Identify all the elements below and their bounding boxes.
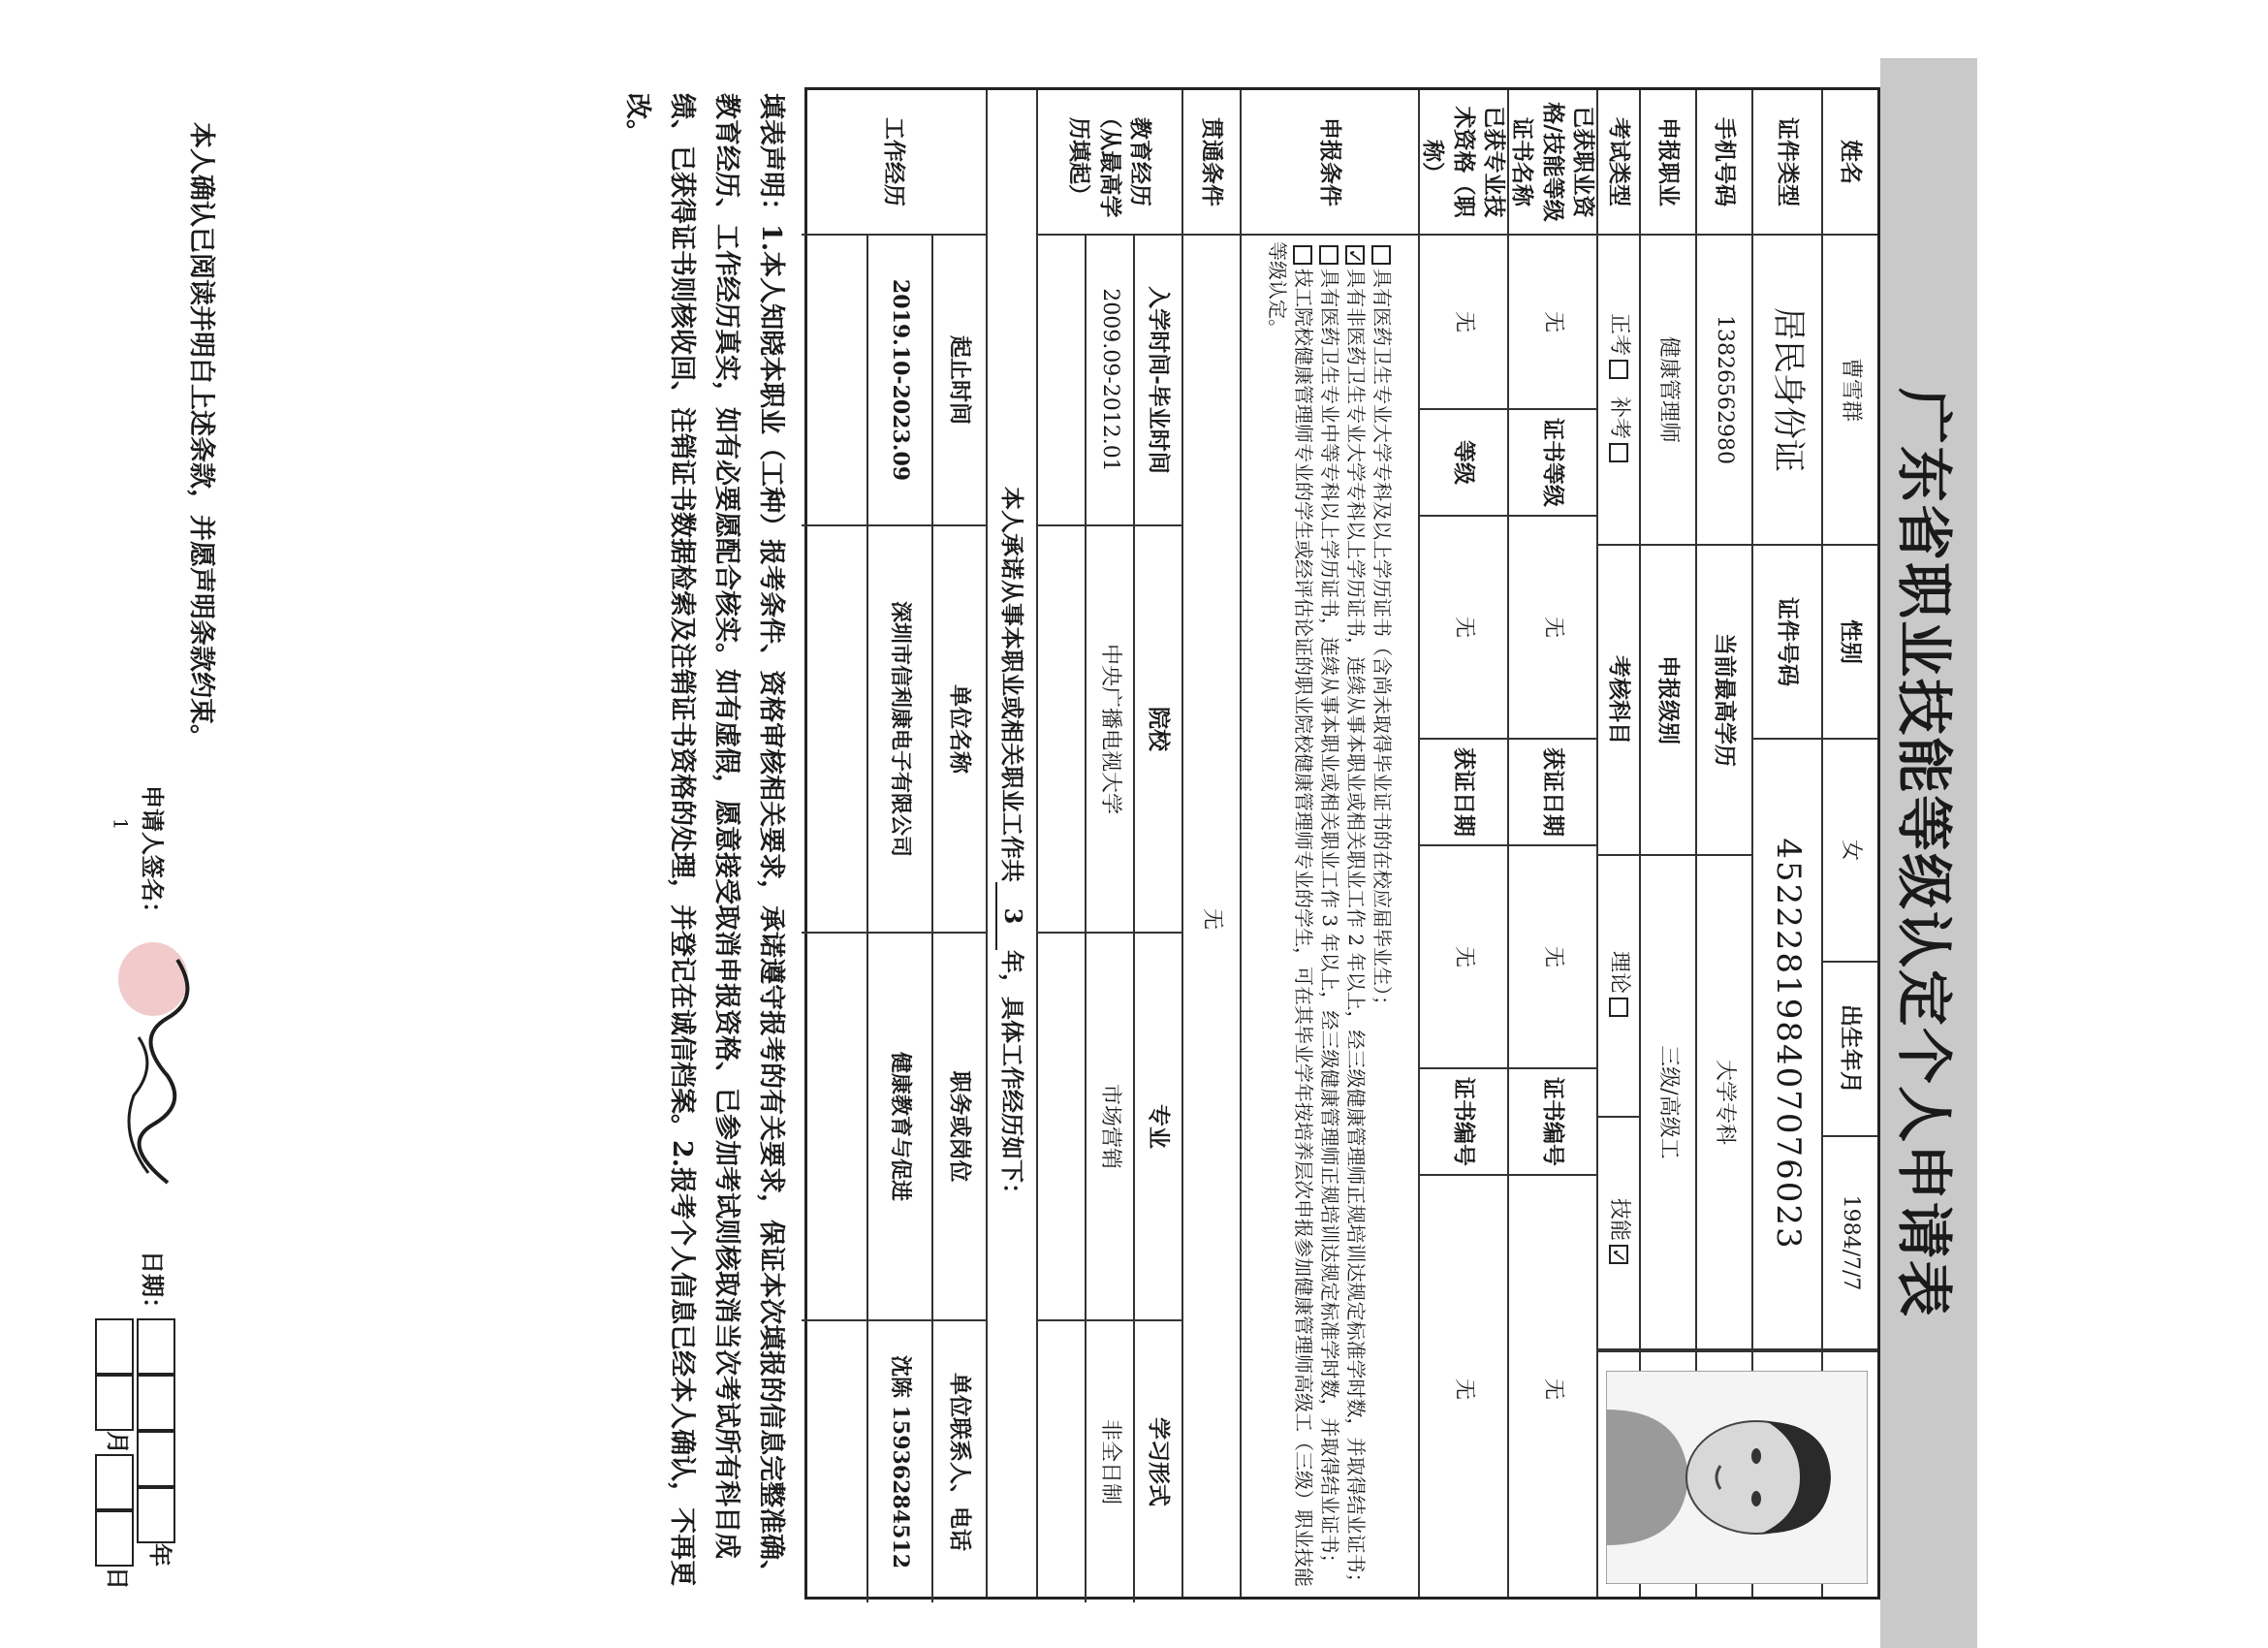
work-commit: 本人承诺从事本职业或相关职业工作共 3 年，具体工作经历如下：	[988, 90, 1036, 1602]
apply-conditions-list	[1242, 236, 1418, 1602]
field-cert-name: 无	[1509, 236, 1596, 410]
edu-table	[1038, 236, 1181, 1602]
year-unit: 年	[146, 1543, 174, 1567]
work-header-company: 单位名称	[933, 526, 986, 934]
label-exam-type: 考试类型	[1598, 90, 1639, 236]
work-years: 3	[995, 882, 1028, 950]
edu-row-1	[1085, 236, 1133, 1602]
work-header-row	[931, 236, 986, 1602]
condition-1[interactable]: 具有医药卫生专业大学专科及以上学历证书（含尚未取得毕业证书的在校应届毕业生）；	[1370, 241, 1396, 1015]
label-exam-subject: 考核科目	[1598, 546, 1639, 856]
work-company	[802, 526, 866, 934]
label-tech-title: 已获专业技术资格（职称）	[1420, 90, 1507, 236]
field-cert-date: 无	[1509, 846, 1596, 1069]
checkbox-theory[interactable]	[1609, 998, 1628, 1017]
field-id-type: 居民身份证	[1753, 236, 1821, 546]
exam-subject-theory[interactable]: 理论	[1598, 856, 1639, 1118]
work-row-1	[866, 236, 931, 1602]
work-row-2	[802, 236, 866, 1602]
day-unit: 日	[104, 1567, 133, 1590]
edu-period	[1036, 236, 1085, 526]
label-occupation: 申报职业	[1641, 90, 1695, 236]
field-tech-date: 无	[1420, 846, 1507, 1069]
label-apply-conditions: 申报条件	[1242, 90, 1418, 236]
work-header-period: 起止时间	[933, 236, 986, 526]
edu-row-2	[1036, 236, 1085, 1602]
label-id-type: 证件类型	[1753, 90, 1821, 236]
field-gender: 女	[1823, 740, 1877, 963]
label-edu-history: 教育经历（从最高学历填起）	[1038, 90, 1181, 236]
edu-school	[1036, 526, 1085, 934]
label-id-number: 证件号码	[1753, 546, 1821, 740]
edu-school: 中央广播电视大学	[1087, 526, 1133, 934]
month-unit: 月	[104, 1431, 133, 1454]
applicant-photo	[1596, 1350, 1877, 1602]
declaration-footer	[58, 58, 194, 1570]
edu-header-major: 专业	[1135, 934, 1181, 1321]
row-tech-title	[1418, 90, 1507, 1597]
declaration-text: 填表声明：1.本人知晓本职业（工种）报考条件、资格审核相关要求，承诺遵守报考的有关要求，保证本次填报的信息完整准确、教育经历、工作经历真实，如有必要愿配合核实。如有虚假，愿意接受取消申报资格、已参加考试则核取消当次考试所有科目成绩、已获得证书则核收回、注销证书数据检索及注销证书资格的处理，并登记在诚信档案。2.报考个人信息已经本人确认，不再更改。	[622, 93, 786, 1587]
label-phone: 手机号码	[1697, 90, 1751, 236]
condition-3-checkbox[interactable]	[1319, 245, 1339, 265]
condition-1-checkbox[interactable]	[1371, 245, 1391, 265]
checkbox-regular[interactable]	[1609, 360, 1628, 379]
form-table	[804, 87, 1880, 1600]
condition-3[interactable]: 具有医药卫生专业中等专科以上学历证书，连续从事本职业或相关职业工作 3 年以上，经三级健康管理师正规培训达规定标准学时数，并取得结业证书；	[1317, 241, 1343, 1572]
row-work	[802, 90, 986, 1597]
field-tech-grade: 无	[1420, 517, 1507, 740]
field-education: 大学专科	[1697, 856, 1751, 1350]
exam-subject-skill[interactable]: 技能 ✓	[1598, 1118, 1639, 1350]
label-birth: 出生年月	[1823, 963, 1877, 1137]
field-name: 曹雪群	[1823, 236, 1877, 546]
field-birth: 1984/7/7	[1823, 1137, 1877, 1350]
edu-header-mode: 学习形式	[1145, 1417, 1172, 1506]
work-position: 健康教育与促进	[868, 934, 931, 1321]
row-apply-conditions	[1240, 90, 1418, 1597]
label-tech-date: 获证日期	[1420, 740, 1507, 846]
label-education: 当前最高学历	[1697, 546, 1751, 856]
date-label: 日期：	[139, 1251, 167, 1320]
work-contact	[802, 1321, 866, 1602]
edu-header-period: 入学时间-毕业时间	[1135, 236, 1181, 526]
condition-4[interactable]: 技工院校健康管理师专业的学生或经评估论证的职业院校健康管理师专业的学生，可在其毕业学年按培养层次申报参加健康管理师高级工（三级）职业技能等级认定。	[1266, 241, 1316, 1587]
portrait-image	[1606, 1371, 1868, 1584]
label-cert-level: 证书等级	[1509, 410, 1596, 517]
label-grade: 等级	[1420, 410, 1507, 517]
work-contact: 沈陈 15936284512	[888, 1354, 914, 1569]
field-cert-level: 无	[1509, 517, 1596, 740]
field-id-number: 452228198407076023	[1753, 740, 1821, 1350]
edu-header-row	[1133, 236, 1181, 1602]
label-name: 姓名	[1823, 90, 1877, 236]
edu-mode	[1036, 1321, 1085, 1602]
condition-2-checkbox[interactable]	[1345, 245, 1365, 265]
application-form	[622, 58, 1977, 1648]
label-through-conditions: 贯通条件	[1183, 90, 1240, 236]
work-header-position: 职务或岗位	[933, 934, 986, 1321]
label-level: 申报级别	[1641, 546, 1695, 856]
edu-major: 市场营销	[1087, 934, 1133, 1321]
exam-type-options	[1598, 236, 1639, 546]
form-title: 广东省职业技能等级认定个人申请表	[1880, 58, 1977, 1648]
work-period	[802, 236, 866, 526]
sign-label: 申请人签名：	[139, 785, 167, 925]
field-through-conditions: 无	[1199, 907, 1224, 930]
field-phone: 13826562980	[1697, 236, 1751, 546]
label-work-history: 工作经历	[802, 90, 986, 236]
edu-mode: 非全日制	[1097, 1418, 1122, 1505]
work-period: 2019.10-2023.09	[868, 236, 931, 526]
work-table	[802, 236, 986, 1602]
declaration-confirm: 本人确认已阅读并明白上述条款，并愿声明条款约束。	[186, 122, 216, 750]
checkbox-skill[interactable]	[1609, 1245, 1628, 1264]
field-cert-no: 无	[1540, 1378, 1565, 1400]
label-cert-name: 已获职业资格/技能等级证书名称	[1509, 90, 1596, 236]
work-header-contact: 单位联系人、电话	[946, 1373, 973, 1551]
edu-major	[1036, 934, 1085, 1321]
field-occupation: 健康管理师	[1641, 236, 1695, 546]
checkbox-makeup[interactable]	[1609, 443, 1628, 462]
label-tech-no: 证书编号	[1420, 1069, 1507, 1176]
declaration	[614, 87, 803, 1600]
field-level: 三级/高级工	[1641, 856, 1695, 1350]
edu-period: 2009.09-2012.01	[1087, 236, 1133, 526]
row-education	[1036, 90, 1181, 1597]
condition-2[interactable]: ✓具有非医药卫生专业大学专科以上学历证书，连续从事本职业或相关职业工作 2 年以上，经三级健康管理师正规培训达规定标准学时数，并取得结业证书；	[1343, 241, 1370, 1592]
row-work-commit	[986, 90, 1036, 1597]
row-certificate	[1507, 90, 1596, 1597]
field-tech-no: 无	[1451, 1378, 1476, 1400]
label-gender: 性别	[1823, 546, 1877, 740]
row-through-conditions	[1181, 90, 1240, 1597]
field-tech-title: 无	[1420, 236, 1507, 410]
exam-type-regular[interactable]: 正考	[1604, 313, 1633, 383]
page-number: 1	[109, 817, 133, 831]
work-position	[802, 934, 866, 1321]
label-cert-date: 获证日期	[1509, 740, 1596, 846]
label-cert-no: 证书编号	[1509, 1069, 1596, 1176]
edu-header-school: 院校	[1135, 526, 1181, 934]
condition-4-checkbox[interactable]	[1293, 245, 1312, 265]
exam-type-makeup[interactable]: 补考	[1604, 396, 1633, 466]
work-company: 深圳市信利康电子有限公司	[868, 526, 931, 934]
